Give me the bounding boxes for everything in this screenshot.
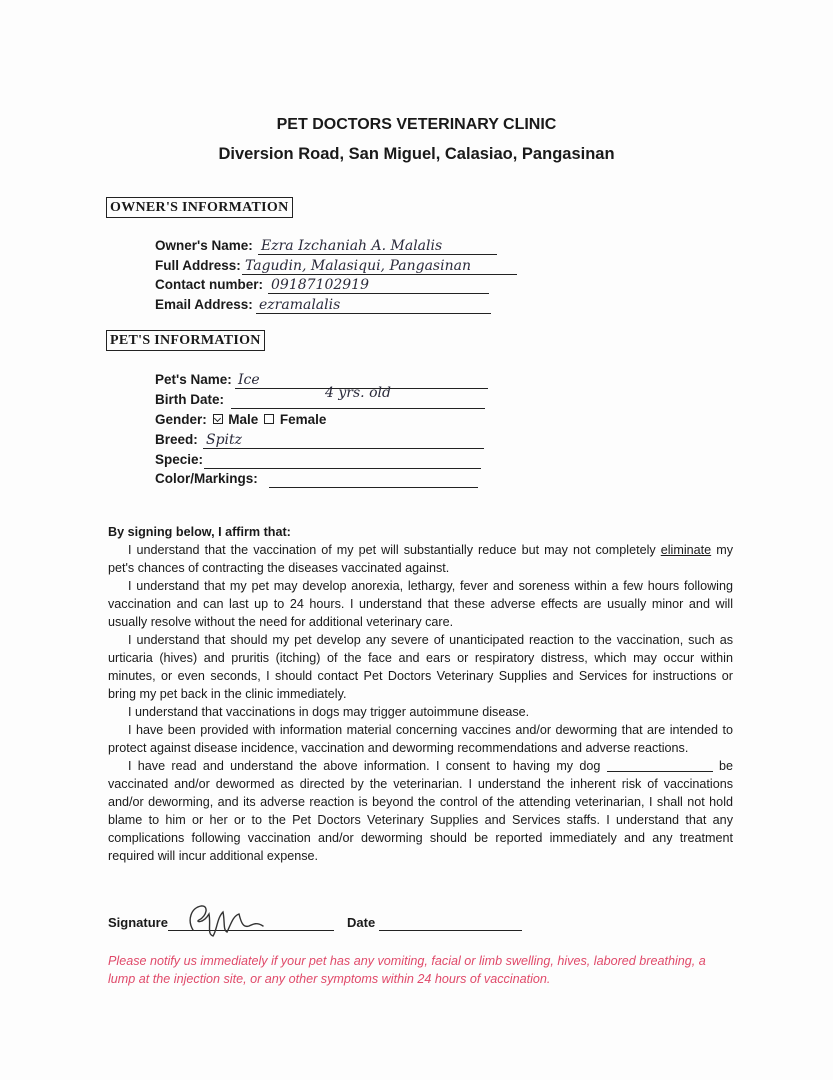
owner-section-title: OWNER'S INFORMATION [106,197,293,218]
pet-specie-label: Specie: [155,452,204,467]
consent-paragraph-6 [108,757,733,865]
owner-email-label: Email Address: [155,297,253,312]
female-label: Female [279,412,327,427]
consent-p6-text: I have read and understand the above information. I consent to having my dog [128,759,601,773]
post-vaccination-notice: Please notify us immediately if your pet has any vomiting, facial or limb swelling, hives, labored breathing, a lump at the injection site, or any other symptoms within 24 hours of vaccination. [108,954,706,986]
pet-gender-label: Gender: [155,412,207,427]
owner-address-field[interactable]: Tagudin, Malasiqui, Pangasinan [242,257,517,275]
owner-email-row [155,296,341,314]
owner-contact-label: Contact number: [155,277,263,292]
consent-paragraph-1 [108,541,733,577]
pet-breed-field[interactable]: Spitz [203,431,484,449]
owner-name-label: Owner's Name: [155,238,253,253]
owner-email-field[interactable]: ezramalalis [256,296,491,314]
consent-p1-text: I understand that the vaccination of my pet will substantially reduce but may not completely [128,543,661,557]
pet-color-field[interactable] [269,470,478,488]
clinic-address: Diversion Road, San Miguel, Calasiao, Pangasinan [218,145,615,163]
pet-section-title: PET'S INFORMATION [106,330,265,351]
pet-birth-label: Birth Date: [155,392,225,407]
pet-name-label: Pet's Name: [155,372,232,387]
pet-gender-row [155,411,326,429]
pet-specie-field[interactable] [204,451,481,469]
owner-name-field[interactable]: Ezra Izchaniah A. Malalis [258,237,497,255]
pet-color-label: Color/Markings: [155,471,258,486]
clinic-name: PET DOCTORS VETERINARY CLINIC [276,116,557,133]
pet-birth-row [155,385,391,409]
consent-p6-text-end: be vaccinated and/or dewormed as directed by the veterinarian. I understand the inherent risk of vaccinations and/or deworming, and its adverse reaction is beyond the control of the attending veterinarian, I shall not hold blame to him or her or to the Pet Doctors Veterinary Supplies and Services staffs. I understand that any complications following vaccination and/or deworming should be reported immediately and any treatment required will incur additional expense. [108,759,734,863]
owner-address-row [155,257,471,275]
owner-contact-field[interactable]: 09187102919 [268,276,489,294]
owner-contact-row [155,276,369,294]
consent-paragraph-3: I understand that should my pet develop any severe of unanticipated reaction to the vaccination, such as urticaria (hives) and pruritis (itching) of the face and ears or respiratory distress, which may occur within minutes, or even seconds, I should contact Pet Doctors Veterinary Supplies and Services for instructions or bring my pet back in the clinic immediately. [108,633,733,701]
consent-paragraph-4: I understand that vaccinations in dogs may trigger autoimmune disease. [128,705,530,719]
male-label: Male [228,412,259,427]
pet-breed-label: Breed: [155,432,198,447]
pet-breed-row [155,431,243,449]
pet-birth-field[interactable]: 4 yrs. old [231,384,485,409]
date-label: Date [347,915,376,930]
consent-paragraph-5: I have been provided with information material concerning vaccines and/or deworming that are intended to protect against disease incidence, vaccination and deworming recommendations and adverse reactions. [108,723,733,755]
consent-text [108,523,733,865]
male-checkbox[interactable] [213,414,223,424]
consent-p1-text-end: my pet's chances of contracting the diseases vaccinated against. [108,543,733,575]
dog-name-blank[interactable] [607,759,713,772]
pet-name-field[interactable]: Ice [235,371,488,389]
owner-address-label: Full Address: [155,258,241,273]
pet-color-row [155,470,258,488]
owner-name-row [155,237,443,255]
pet-name-row [155,371,260,389]
handwritten-signature [183,900,273,940]
female-checkbox[interactable] [264,414,274,424]
date-line[interactable] [379,930,522,931]
pet-specie-row [155,451,203,469]
signature-label: Signature [108,915,168,930]
consent-paragraph-2: I understand that my pet may develop anorexia, lethargy, fever and soreness within a few hours following vaccination and can last up to 24 hours. I understand that these adverse effects are usually minor and will usually resolve without the need for additional veterinary care. [108,579,733,629]
consent-p1-underlined: eliminate [660,543,712,557]
affirm-heading: By signing below, I affirm that: [108,525,291,539]
